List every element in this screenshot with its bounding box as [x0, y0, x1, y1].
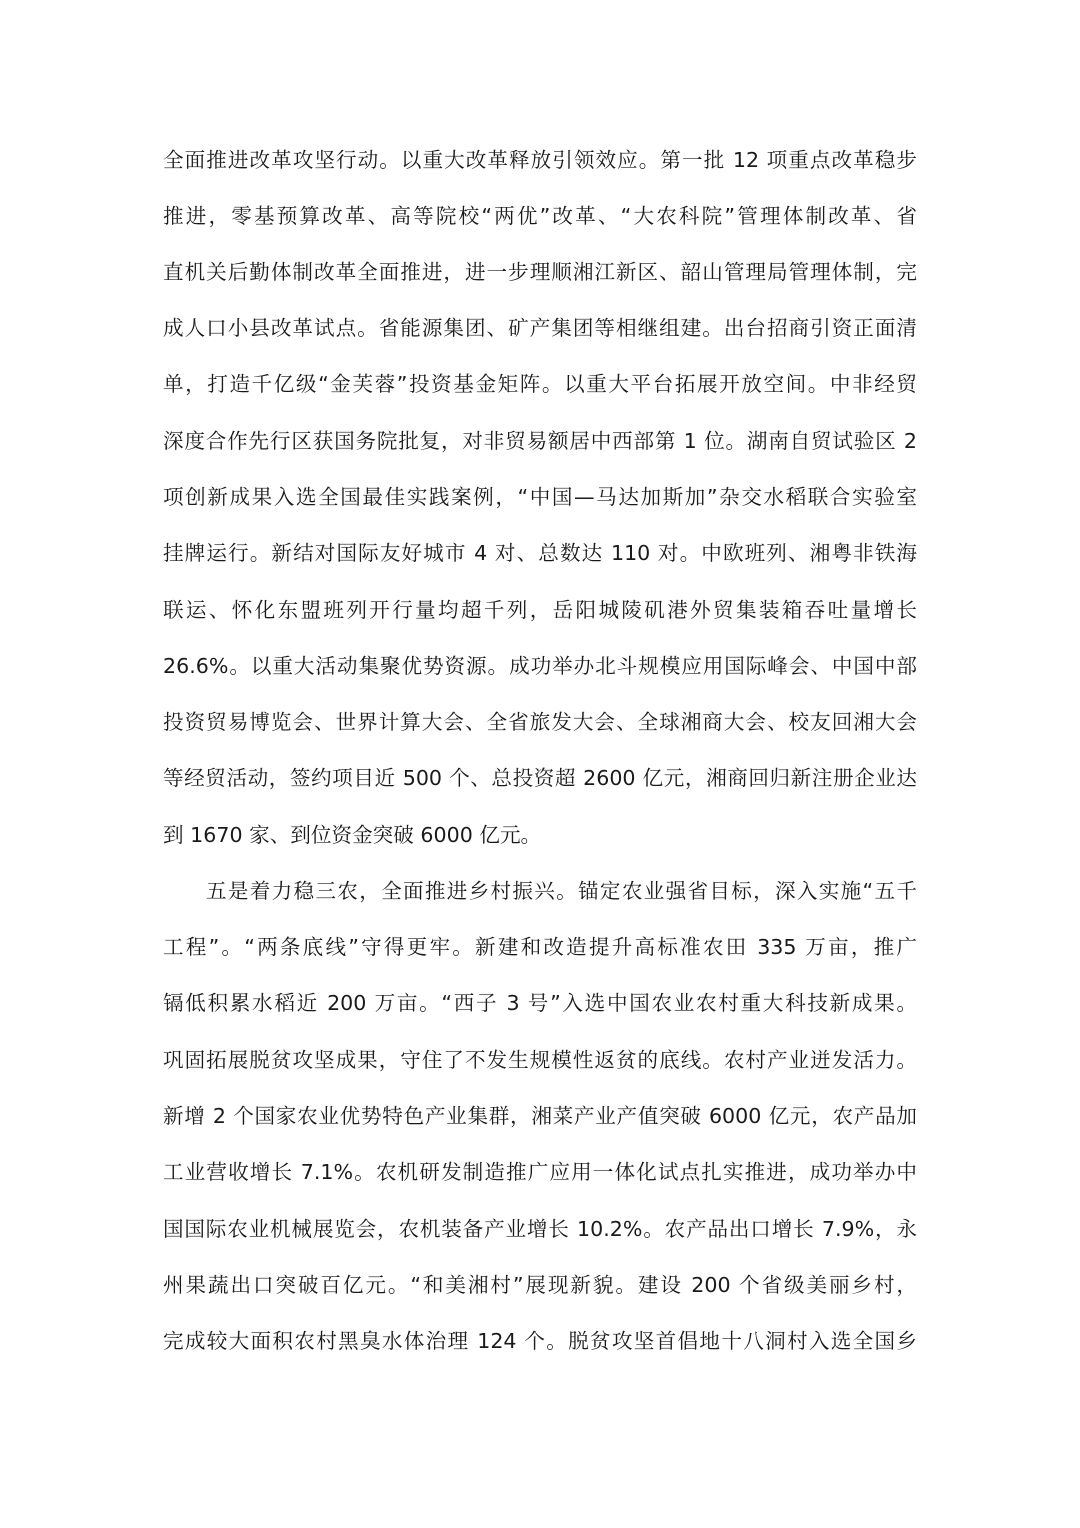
text-line: 工业营收增长 7.1%。农机研发制造推广应用一体化试点扎实推进，成功举办中: [163, 1160, 917, 1184]
text-line: 推进，零基预算改革、高等院校“两优”改革、“大农科院”管理体制改革、省: [163, 204, 917, 228]
text-line: 全面推进改革攻坚行动。以重大改革释放引领效应。第一批 12 项重点改革稳步: [163, 148, 917, 172]
text-line: 五是着力稳三农，全面推进乡村振兴。锚定农业强省目标，深入实施“五千: [206, 879, 917, 903]
text-line: 到 1670 家、到位资金突破 6000 亿元。: [163, 823, 542, 847]
text-line: 直机关后勤体制改革全面推进，进一步理顺湘江新区、韶山管理局管理体制，完: [163, 260, 917, 284]
text-line: 国国际农业机械展览会，农机装备产业增长 10.2%。农产品出口增长 7.9%，永: [163, 1217, 917, 1241]
text-line: 联运、怀化东盟班列开行量均超千列，岳阳城陵矶港外贸集装箱吞吐量增长: [163, 598, 917, 622]
text-line: 26.6%。以重大活动集聚优势资源。成功举办北斗规模应用国际峰会、中国中部: [163, 654, 917, 678]
text-line: 挂牌运行。新结对国际友好城市 4 对、总数达 110 对。中欧班列、湘粤非铁海: [163, 541, 917, 565]
text-line: 成人口小县改革试点。省能源集团、矿产集团等相继组建。出台招商引资正面清: [163, 316, 917, 340]
text-line: 深度合作先行区获国务院批复，对非贸易额居中西部第 1 位。湖南自贸试验区 2: [163, 429, 917, 453]
text-line: 单，打造千亿级“金芙蓉”投资基金矩阵。以重大平台拓展开放空间。中非经贸: [163, 372, 917, 396]
text-line: 州果蔬出口突破百亿元。“和美湘村”展现新貌。建设 200 个省级美丽乡村，: [163, 1273, 917, 1297]
text-line: 新增 2 个国家农业优势特色产业集群，湘菜产业产值突破 6000 亿元，农产品加: [163, 1104, 917, 1128]
text-line: 镉低积累水稻近 200 万亩。“西子 3 号”入选中国农业农村重大科技新成果。: [163, 991, 917, 1015]
text-line: 项创新成果入选全国最佳实践案例，“中国—马达加斯加”杂交水稻联合实验室: [163, 485, 917, 509]
text-line: 完成较大面积农村黑臭水体治理 124 个。脱贫攻坚首倡地十八洞村入选全国乡: [163, 1329, 917, 1353]
text-line: 巩固拓展脱贫攻坚成果，守住了不发生规模性返贫的底线。农村产业迸发活力。: [163, 1048, 917, 1072]
text-line: 等经贸活动，签约项目近 500 个、总投资超 2600 亿元，湘商回归新注册企业达: [163, 766, 917, 790]
text-line: 投资贸易博览会、世界计算大会、全省旅发大会、全球湘商大会、校友回湘大会: [163, 710, 917, 734]
text-line: 工程”。“两条底线”守得更牢。新建和改造提升高标准农田 335 万亩，推广: [163, 935, 917, 959]
